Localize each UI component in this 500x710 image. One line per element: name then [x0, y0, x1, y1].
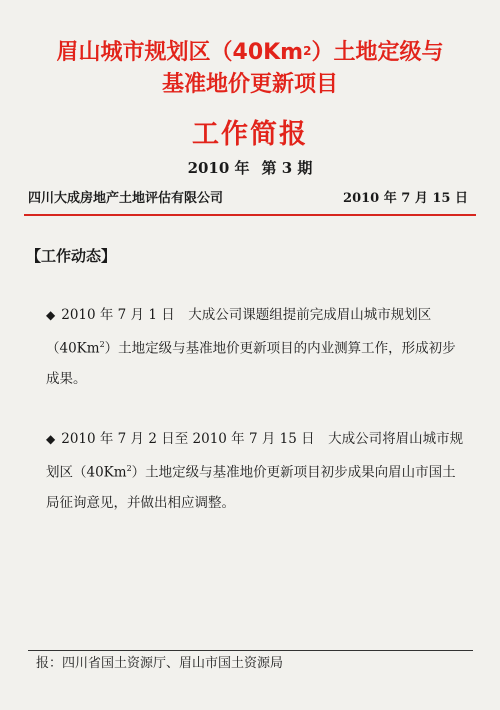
publish-date: 2010 年 7 月 15 日: [343, 191, 468, 206]
title-line1-suffix: ）土地定级与: [311, 40, 444, 65]
distribution-footer: 报：四川省国土资源厅、眉山市国土资源局: [36, 656, 284, 671]
footer-divider: [28, 650, 473, 651]
title-superscript: 2: [303, 44, 312, 58]
news-item-1-text-end: ）土地定级与基准地价更新项目的内业测算工作，形成初步成果。: [46, 340, 456, 387]
project-title-line2: 基准地价更新项目: [161, 72, 338, 97]
bulletin-title: 工作简报: [192, 119, 308, 150]
news-item-1-sup: 2: [99, 340, 105, 349]
news-item-1: [46, 300, 466, 394]
news-item-2-text-end: ）土地定级与基准地价更新项目初步成果向眉山市国土局征询意见，并做出相应调整。: [46, 464, 456, 511]
issue-number: 第 3 期: [261, 159, 313, 177]
news-item-1-text: 2010 年 7 月 1 日 大成公司课题组提前完成眉山城市规划区（40Km: [46, 307, 432, 357]
news-item-2-text: 2010 年 7 月 2 日至 2010 年 7 月 15 日 大成公司将眉山城市规划区（40Km: [46, 431, 464, 481]
company-name: 四川大成房地产土地评估有限公司: [28, 191, 224, 206]
news-item-2: [46, 424, 466, 518]
diamond-bullet-icon: ◆: [46, 308, 56, 322]
news-item-2-sup: 2: [126, 464, 132, 473]
project-title-line1: [0, 38, 500, 68]
title-line1-text: 眉山城市规划区（40Km: [56, 40, 304, 65]
section-heading: 【工作动态】: [26, 247, 117, 265]
diamond-bullet-icon: ◆: [46, 432, 56, 446]
publisher-line: [28, 190, 468, 208]
issue-year: 2010 年: [187, 159, 250, 177]
header-divider: [24, 214, 476, 216]
issue-line: [0, 158, 500, 178]
